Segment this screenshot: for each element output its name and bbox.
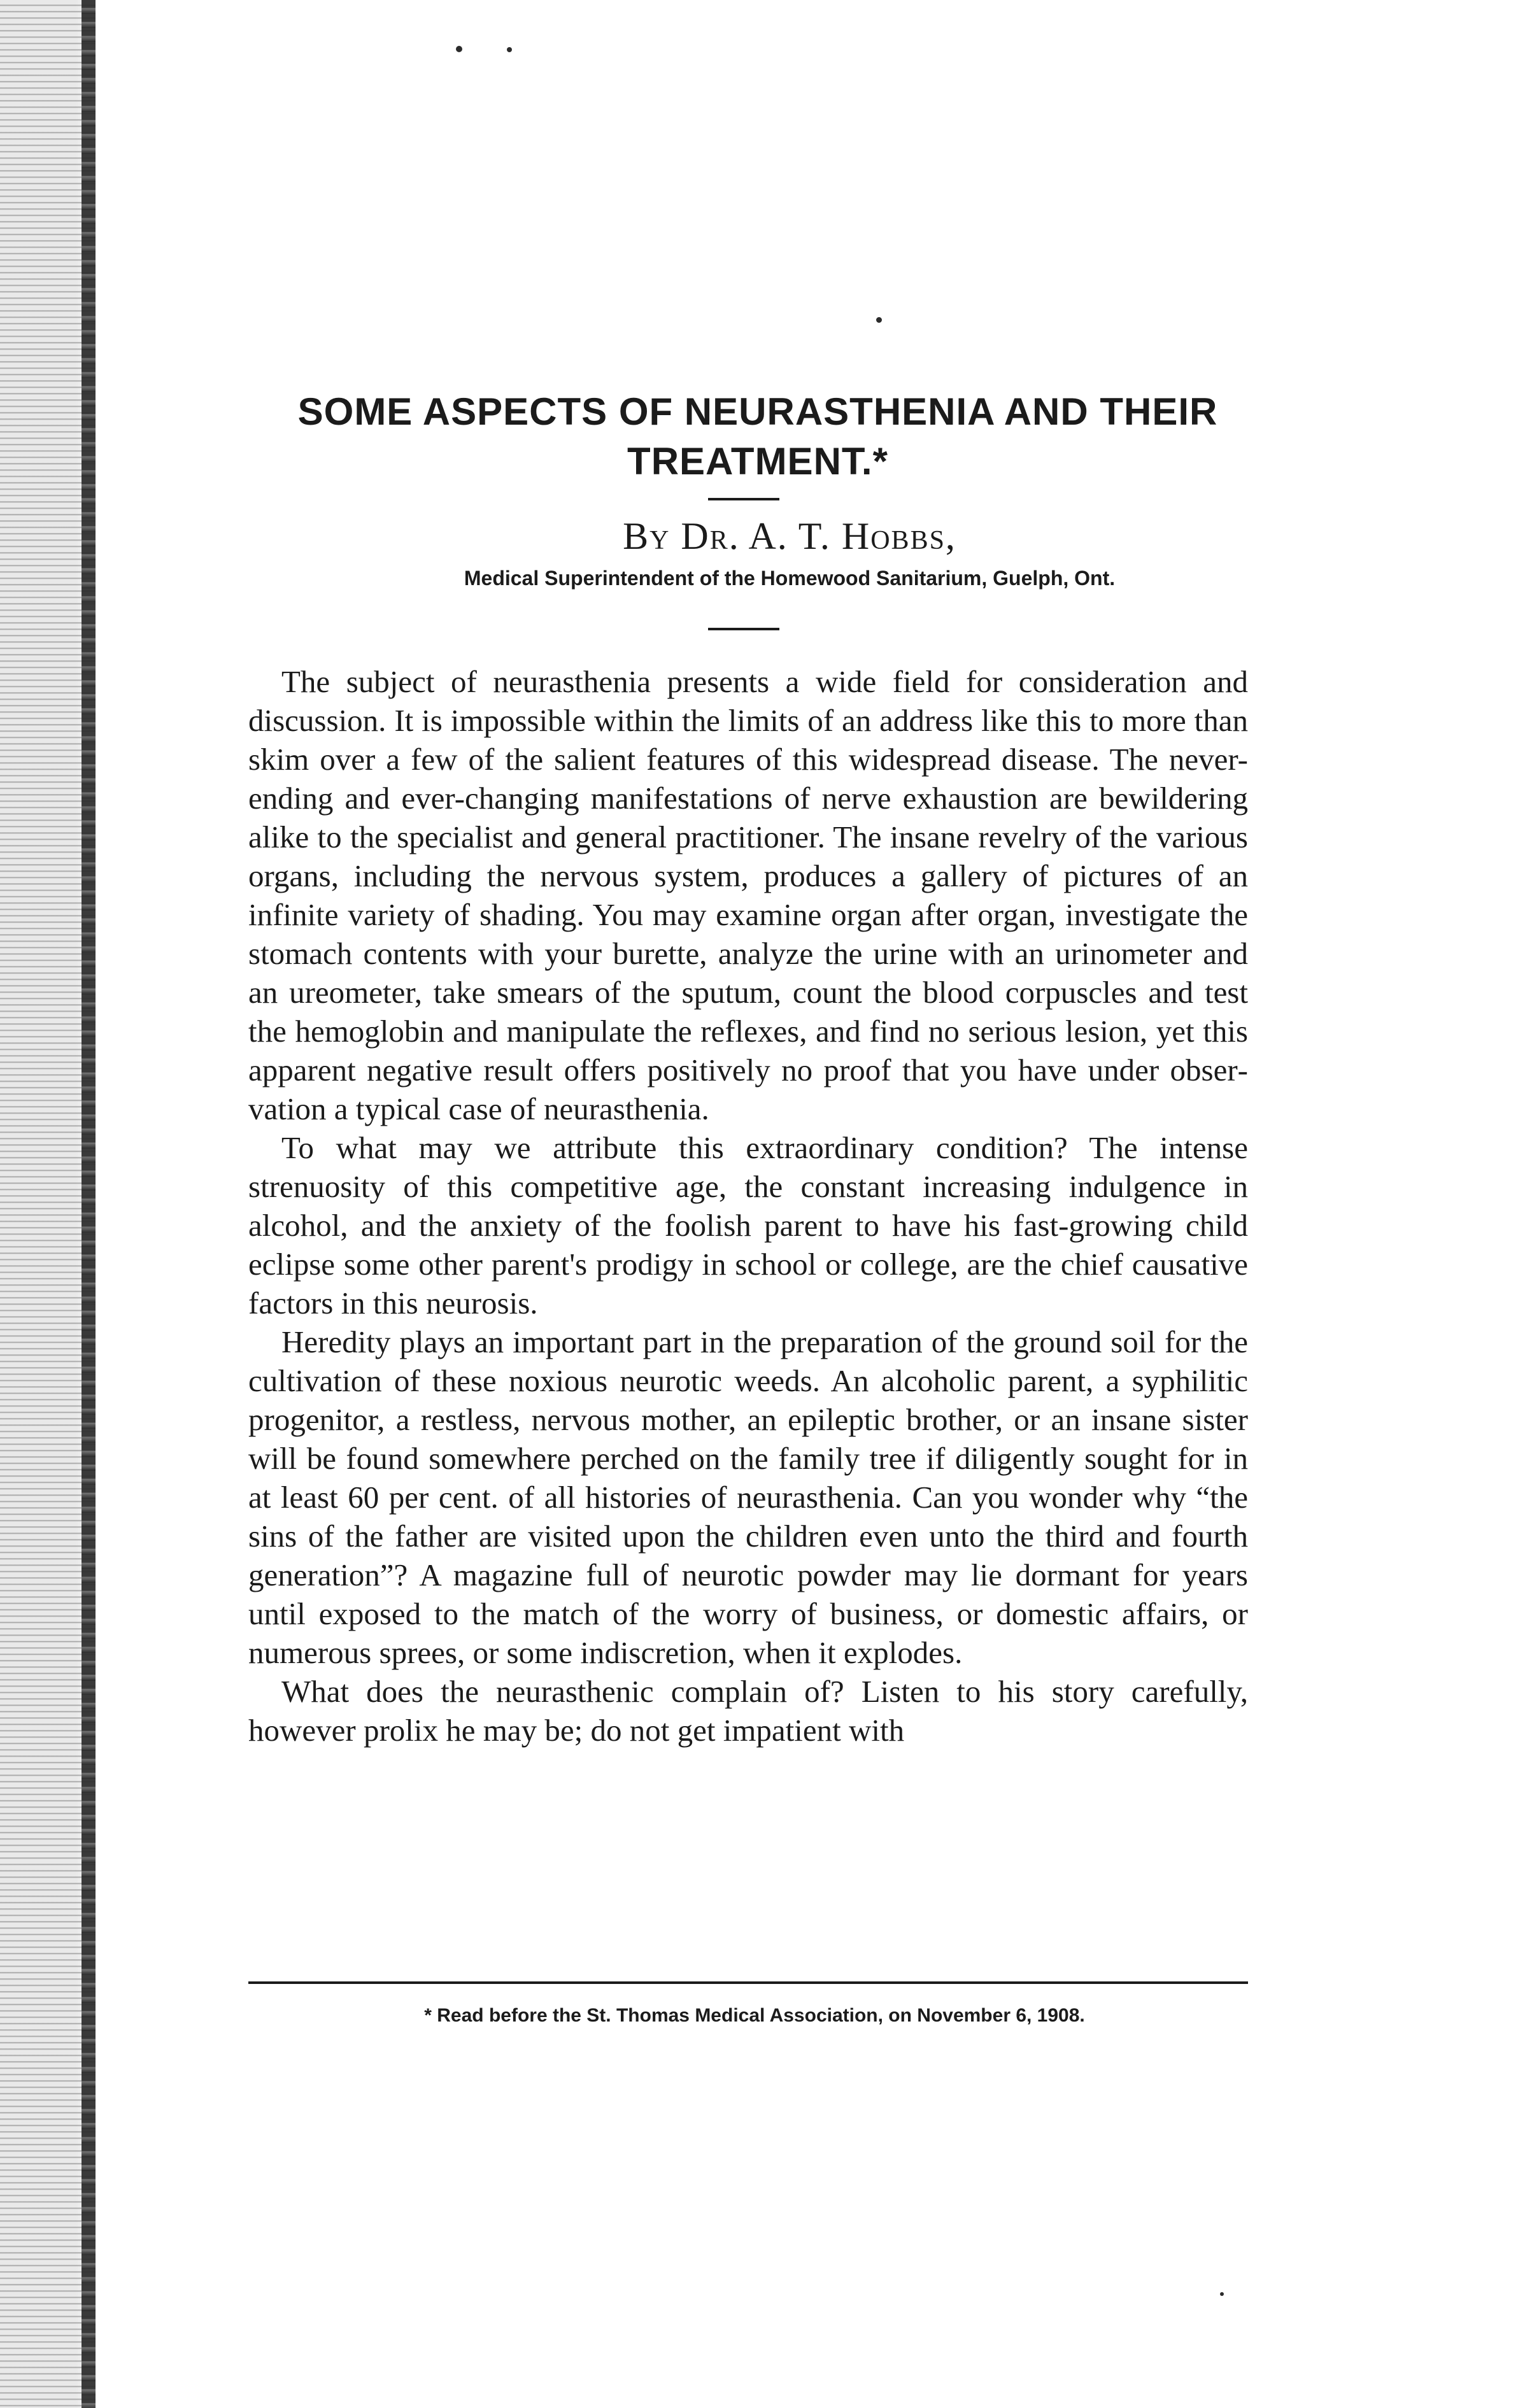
- article-author: By Dr. A. T. Hobbs,: [623, 515, 956, 557]
- article-body: [248, 662, 1248, 1750]
- body-paragraph-3: Heredity plays an important part in the preparation of the ground soil for the cultivation of these noxious neurotic weeds. An alcoholic parent, a syphilitic progenitor, a restless, nervous mother, an epileptic brother, or an insane sister will be found somewhere perched on the family tree if diligently sought for in at least 60 per cent. of all histories of neurasthenia. Can you wonder why “the sins of the father are visited upon the children even unto the third and fourth generation”? A magazine full of neurotic powder may lie dormant for years until exposed to the match of the worry of business, or domestic affairs, or numerous sprees, or some indiscretion, when it explodes.: [248, 1324, 1248, 1670]
- print-speck: [507, 47, 512, 52]
- print-speck: [1220, 2292, 1224, 2296]
- print-speck: [876, 317, 882, 323]
- body-paragraph-1: The subject of neurasthenia presents a wide field for consideration and discussion. It is impossible within the limits of an address like this to more than skim over a few of the salient features of this widespread disease. The never-ending and ever-changing manifestations of nerve exhaustion are bewildering alike to the specialist and general practitioner. The insane revelry of the various organs, including the nervous system, produces a gallery of pictures of an infinite variety of shading. You may examine organ after organ, investigate the stomach contents with your burette, analyze the urine with an urinometer and an ureometer, take smears of the sputum, count the blood corpuscles and test the hemoglobin and manipulate the reflexes, and find no serious lesion, yet this apparent negative result offers positively no proof that you have under observation a typical case of neurasthenia.: [248, 664, 1248, 1126]
- footnote: * Read before the St. Thomas Medical Association, on November 6, 1908.: [424, 2005, 1085, 2026]
- print-speck: [456, 46, 462, 52]
- article-title: [248, 387, 1267, 486]
- article-title-line-2: TREATMENT.*: [627, 440, 888, 483]
- page-binding-strip: [82, 0, 96, 2408]
- title-divider: [708, 498, 779, 500]
- body-paragraph-2: To what may we attribute this extraordinary condition? The intense strenuosity of this competitive age, the constant increasing indulgence in alcohol, and the anxiety of the foolish parent to have his fast-growing child eclipse some other parent's prodigy in school or college, are the chief causative factors in this neurosis.: [248, 1130, 1248, 1321]
- body-paragraph-4: What does the neurasthenic complain of? Listen to his story carefully, however prolix he may be; do not get impatient with: [248, 1674, 1248, 1748]
- author-affiliation: Medical Superintendent of the Homewood Sanitarium, Guelph, Ont.: [464, 567, 1116, 590]
- affiliation-divider: [708, 628, 779, 630]
- article-title-line-1: SOME ASPECTS OF NEURASTHENIA AND THEIR: [297, 390, 1218, 433]
- footnote-divider: [248, 1981, 1248, 1984]
